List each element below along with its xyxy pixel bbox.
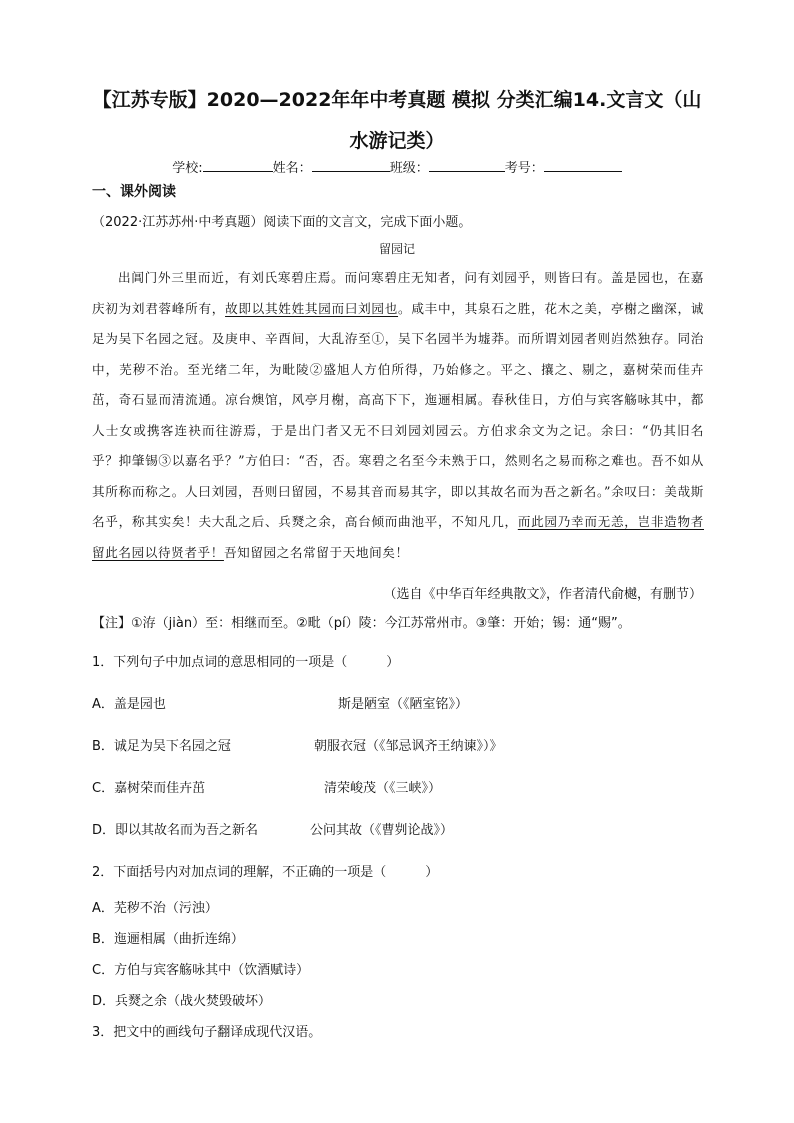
school-blank[interactable] — [203, 159, 273, 172]
class-label: 班级： — [389, 161, 429, 176]
q1-option-d — [92, 819, 454, 838]
exam-no-blank[interactable] — [544, 159, 622, 172]
q2-option-c: C．方伯与宾客觞咏其中（饮酒赋诗） — [92, 963, 310, 978]
passage-note: 【注】①洊（jiàn）至：相继而至。②毗（pí）陵：今江苏常州市。③肇：开始；锡：通“赐”。 — [92, 616, 631, 631]
q2-option-a: A．芜秽不治（污浊） — [92, 901, 218, 916]
q1-option-c-text: C．嘉树荣而佳卉茁 — [92, 781, 206, 796]
q1-option-a — [92, 693, 469, 712]
exam-no-label: 考号： — [504, 161, 544, 176]
passage-source: （选自《中华百年经典散文》，作者清代俞樾，有删节） — [383, 587, 702, 602]
passage-text-2: 。咸丰中，其泉石之胜，花木之美，亭榭之幽深，诚足为吴下名园之冠。及庚申、辛酉间，大乱洊至①，吴下名园半为墟莽。而所谓刘园者则岿然独存。同治中，芜秽不治。至光绪二年，为毗陵②盛旭人方伯所得，乃始修之。平之、攘之、剔之，嘉树荣而佳卉茁，奇石显而清流通。凉台燠馆，风亭月榭，高高下下，迤逦相属。春秋佳日，方伯与宾客觞咏其中，都人士女或携客连袂而往游焉，于是出门者又无不曰刘园刘园云。方伯求余文为之记。余曰：“仍其旧名乎？抑肇锡③以嘉名乎？”方伯曰：“否，否。寒碧之名至今未熟于口，然则名之易而称之难也。吾不如从其所称而称之。人曰刘园，吾则曰留园，不易其音而易其字，即以其故名而为吾之新名。”余叹曰：美哉斯名乎，称其实矣！夫大乱之后、兵燹之余，高台倾而曲池平，不知凡几， — [92, 300, 704, 529]
question-3-stem: 3．把文中的画线句子翻译成现代汉语。 — [92, 1025, 322, 1040]
q1-option-b — [92, 735, 503, 754]
section-heading: 一、课外阅读 — [92, 184, 176, 200]
question-1-stem: 1．下列句子中加点词的意思相同的一项是（ ） — [92, 655, 400, 670]
q2-option-d: D．兵燹之余（战火焚毁破坏） — [92, 994, 272, 1009]
passage-title: 留园记 — [378, 242, 415, 256]
underlined-sentence-2: 而此园乃幸而无恙，岂非造物者留此名园以待贤者乎！ — [92, 514, 704, 560]
q1-option-a-text: A．盖是园也 — [92, 697, 166, 712]
q2-option-b: B．迤逦相属（曲折连绵） — [92, 932, 244, 947]
q1-option-d-text: D．即以其故名而为吾之新名 — [92, 823, 259, 838]
q1-option-b-text: B．诚足为吴下名园之冠 — [92, 739, 231, 754]
title-line-2: 水游记类） — [349, 130, 445, 152]
passage-body — [92, 263, 704, 568]
document-title — [60, 80, 734, 162]
q1-option-c — [92, 777, 442, 796]
q1-option-a-ref: 斯是陋室（《陋室铭》） — [338, 697, 469, 712]
reading-intro: （2022·江苏苏州·中考真题）阅读下面的文言文，完成下面小题。 — [92, 215, 472, 230]
passage-text-1: 出阊门外三里而近，有刘氏寒碧庄焉。而问寒碧庄无知者，问有刘园乎，则皆曰有。盖是园也，在嘉庆初为刘君蓉峰所有， — [92, 270, 704, 316]
question-2-stem: 2．下面括号内对加点词的理解，不正确的一项是（ ） — [92, 865, 439, 880]
class-blank[interactable] — [429, 159, 505, 172]
passage-text-3: 吾知留园之名常留于天地间矣！ — [223, 544, 409, 560]
student-info-line — [0, 157, 794, 176]
q1-option-d-ref: 公问其故（《曹刿论战》） — [310, 823, 454, 838]
name-blank[interactable] — [312, 159, 390, 172]
q1-option-b-ref: 朝服衣冠（《邹忌讽齐王纳谏》）》 — [314, 739, 503, 754]
name-label: 姓名： — [272, 161, 312, 176]
underlined-sentence-1: 故即以其姓姓其园而曰刘园也 — [225, 300, 399, 316]
q1-option-c-ref: 清荣峻茂（《三峡》） — [324, 781, 442, 796]
school-label: 学校: — [172, 161, 203, 176]
title-line-1: 【江苏专版】2020—2022年年中考真题 模拟 分类汇编14.文言文（山 — [92, 89, 702, 111]
